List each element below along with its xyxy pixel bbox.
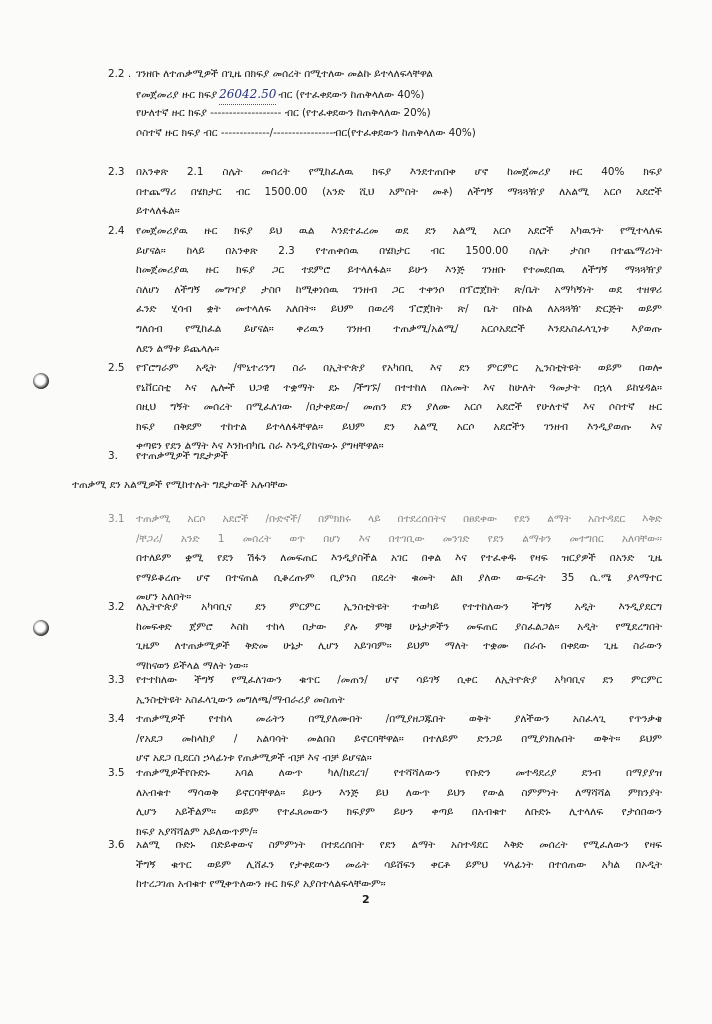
- section-number: 2.3: [108, 166, 125, 178]
- text-line: የኒቨርስቲ እና ሌሎች ህጋዊ ተቋማት ደኑ /ችግኙ/ በተተከለ በአመት እና ከሁለት ዓመታት በኋላ ይከሄዳል።: [136, 381, 662, 394]
- section-3-6-text: [136, 836, 662, 895]
- text-line: ይሆናል። ከላይ በአንቀጽ 2.3 የተጠቀሰዉ በሄክታር ብር 1500.00 ስሌት ታስቦ በተጨማሪነት: [136, 244, 662, 257]
- second-payment-line: የሁለተኛ ዙር ክፍያ ------------------- ብር (የተፈቀደውን ከጠቅላለው 20%): [136, 107, 431, 120]
- text-line: /የአደጋ መከላከያ / አልባሳት መልበስ ይኖርባቸዋል። በተለይም ድንጋይ በሚያነክሉበት ወቅት። ይህም: [136, 732, 662, 745]
- text-line: የፕሮግራም አዲት /ሞኒተሪንግ ስራ በኢትዮጵያ የአካበቢ እና ደን ምርምር ኢንስቲትዩት ወይም በወሎ: [136, 362, 662, 374]
- first-payment-label: የመጀመሪያ ዙር ክፍያ: [136, 88, 218, 101]
- text-line: ይተላለፋል።: [136, 205, 180, 218]
- section-2-2-text: [136, 65, 476, 143]
- section-title: ገንዘቡ ለተጠቃሚዎች በጊዜ በክፍያ መሰረት በሚተለው መልኩ ይተላለፍላቸዋል: [136, 68, 433, 80]
- section-number: 3.: [108, 450, 118, 462]
- text-line: ከተረጋገጠ አብቁተ የሚቀጥለውን ዙር ክፍያ አያስተላልፍላቸውም።: [136, 878, 386, 891]
- third-payment-line: ሶስተኛ ዙር ክፍያ ብር -------------/----------------ብር(የተፈቀደውን ከጠቅላለው 40%): [136, 126, 476, 139]
- page-number: 2: [362, 893, 370, 906]
- text-line: የማይቆረጡ ሆኖ በተናጠል ሲቆረጡም ቢያንስ በደረት ቁመት ልክ ያለው ውፍረት 35 ሴ.ሜ ያላማተር: [136, 571, 662, 584]
- section-number: 3.2: [108, 601, 125, 613]
- text-line: ኢንስቲትዩት አስፈላጊውን መግለጫ/ማብራሪያ መስጠት: [136, 693, 345, 706]
- text-line: ተጠቃሚ አርሶ አደሮች /ቡድኖች/ በምክክሩ ላይ በተደረሰበትና በፀደቀው የደን ልማት አስተዳደር እቅድ: [136, 513, 662, 525]
- section-number: 2.4: [108, 225, 125, 237]
- text-line: መሆን አለበት።: [136, 591, 192, 604]
- text-line: በተለይም ቋሚ የደን ሽፋን ለመፍጠር እንዲያስችል አገር በቀል እና የተፈቀዱ የዛፍ ዝርያዎች በአንድ ጊዜ: [136, 552, 662, 565]
- section-number: 2.5: [108, 362, 125, 374]
- text-line: የመጀመሪያዉ ዙር ክፍያ ይህ ዉል እንደተፈረመ ወደ ደን አልሚ አርሶ አደሮች አካዉንት የሚተላለፍ: [136, 225, 662, 237]
- punch-hole: [33, 620, 49, 636]
- text-line: በአንቀጽ 2.1 ስሌት መሰረት የሚከፈለዉ ክፍያ እንደተጠበቀ ሆኖ ከመጀመሪያ ዙር 40% ክፍያ: [136, 166, 662, 178]
- text-line: ጊዜም ለተጠቃሚዎች ቅድመ ሁኔታ ሊሆን አይገባም። ይህም ማለት ተቋሙ በራሱ በቀደው ጊዜ ስራውን: [136, 640, 662, 653]
- text-line: ሆኖ አደጋ ቢደርስ ኃላፊነቱ የጠቃሚዎች ብቻ እና ብቻ ይሆናል።: [136, 752, 372, 765]
- section-3-title: የተጠቃሚዎች ግዴታዎች: [136, 450, 229, 462]
- text-line: ከመፍቀድ ጀምሮ እስከ ተከላ በታው ያሉ ምቹ ሁኔታዎችን መፍጠር ያስፈልጋል። አዲት የሚደረግበት: [136, 620, 662, 633]
- text-line: ስለሆነ ለችግኝ መግዣያ ታስቦ ከሚቀነሰዉ ገንዘብ ጋር ተቀንሶ በፕሮጀክት ጽ/ቤት አማካኝነት ወደ ተዘዋሪ: [136, 283, 662, 296]
- text-line: ክፍያ በቅደም ተከተል ይተላለፋቸዋል። ይህም ደን አልሚ አርሶ አደሮችን ገንዘብ እንዲያወጡ እና: [136, 420, 662, 433]
- section-3-4-text: [136, 710, 662, 769]
- text-line: /ቸጋሪ/ አንድ 1 መሰረት ወጥ በሆነ እና በተገቢው መንገድ የደን ልማቱን መተግበር አለባቸው።: [136, 532, 662, 545]
- text-line: የተተከለው ችግኝ የሚፈለገውን ቁጥር /መጠን/ ሆኖ ሳይገኝ ሲቀር ለኢትዮጵያ አካባቢና ደን ምርምር: [136, 674, 662, 686]
- section-number: 3.6: [108, 839, 125, 851]
- text-line: ግለሰብ የሚከፈል ይሆናል። ቀሪዉን ገንዘብ ተጠቃሚ/አልሚ/ አርሶአደሮች እንደአስፈላጊነቱ እያወጡ: [136, 322, 662, 335]
- section-number: 3.4: [108, 713, 125, 725]
- section-3-2-text: [136, 598, 662, 676]
- section-3-5-text: [136, 764, 662, 842]
- section-3-1-text: [136, 510, 662, 608]
- section-number: 3.3: [108, 674, 125, 686]
- text-line: ከመጀመሪያዉ ዙር ክፍያ ጋር ተደምሮ ይተላለፋል። ይሁን እንጅ ገንዘቡ የተመደበዉ ለችግኝ ማጓጓዥያ: [136, 264, 662, 277]
- text-line: ተጠቃሚዎች የተከላ መሬትን በሚያለሙበት /በሚያዘጋጁበት ወቅት ያለችውን አስፈላጊ የጥንቃቄ: [136, 713, 662, 725]
- section-number: 3.5: [108, 767, 125, 779]
- first-payment-line: [136, 85, 476, 105]
- section-number: 2.2 .: [108, 68, 132, 80]
- text-line: ለኢትዮጵያ አካባቢና ደን ምርምር ኢንስቲትዩት ተወካይ የተተከለውን ችግኝ አዲት እንዲያደርግ: [136, 601, 662, 613]
- text-line: ለአብቁተ ማሳወቅ ይኖርባቸዋል። ይሁን እንጅ ይህ ለውጥ ይህን የውል ስምምነት ለማሻሻል ምክንያት: [136, 786, 662, 799]
- section-2-5-text: [136, 359, 662, 457]
- text-line: ተጠቃሚዎችየቡድኑ አባል ለውጥ ካለ/ከደረገ/ የተሻሻለውን የቡድን መተዳደሪያ ደንብ በማያያዝ: [136, 767, 662, 779]
- punch-hole: [33, 373, 49, 389]
- section-2-4-text: [136, 222, 662, 359]
- first-payment-suffix: ብር (የተፈቀደውን ከጠቅላለው 40%): [278, 88, 425, 101]
- section-3-3-text: [136, 671, 662, 710]
- text-line: አልሚ ቡድኑ በድይቀውና ስምምነት በተደረሰበት የደን ልማት አስተዳደር እቅድ መሰረት የሚፈለውን የዛፍ: [136, 839, 662, 851]
- text-line: ቀጣዩን የደን ልማት እና እንክብካቤ ስራ እንዲያከናውኑ ያግዛቸዋል።: [136, 440, 384, 453]
- text-line: ማከናወን ይችላል ማለት ነው።: [136, 659, 249, 672]
- section-3-intro: ተጠቃሚ ደን አልሚዎች የሚከተሉት ግዴታወች አሉባቸው: [72, 479, 288, 491]
- text-line: በተጨማሪ በሄክታር ብር 1500.00 (አንድ ሺህ አምስት መቶ) ለችግኝ ማጓጓዥያ ለአልሚ አርሶ አደሮች: [136, 185, 662, 198]
- text-line: ክፍያ አያሻሻልም አይለውጥም/።: [136, 825, 258, 838]
- text-line: በዚህ ግኝት መሰረት በሚፈለገው /በታቀደው/ መጠን ደን ያለሙ አርሶ አደሮች የሁለተኛ እና ሶስተኛ ዙር: [136, 401, 662, 414]
- handwritten-amount: 26042.50: [219, 85, 276, 106]
- section-number: 3.1: [108, 513, 125, 525]
- text-line: ሊሆን አይችልም። ወይም የተፈጸመውን ክፍያም ይሁን ቀጣይ በአብቁተ ለቡድኑ ሊተላለፍ የታሰበውን: [136, 806, 662, 819]
- text-line: ችግኝ ቁጥር ወይም ሊሸፈን የታቀደውን መሬት ሳይሸፍን ቀርቶ ይምህ ሃላፊነት በተሰጠው አካል በኦዲት: [136, 858, 662, 871]
- text-line: ፈንድ ሂሳብ ቋት መተላለፍ አለበት። ይህም በወረዳ ፕሮጀክት ጽ/ ቤት በኩል ለአጓጓዥ ድርጅት ወይም: [136, 303, 662, 316]
- text-line: ለደን ልማቱ ይጨላሉ።: [136, 342, 220, 355]
- section-2-3-text: [136, 163, 662, 222]
